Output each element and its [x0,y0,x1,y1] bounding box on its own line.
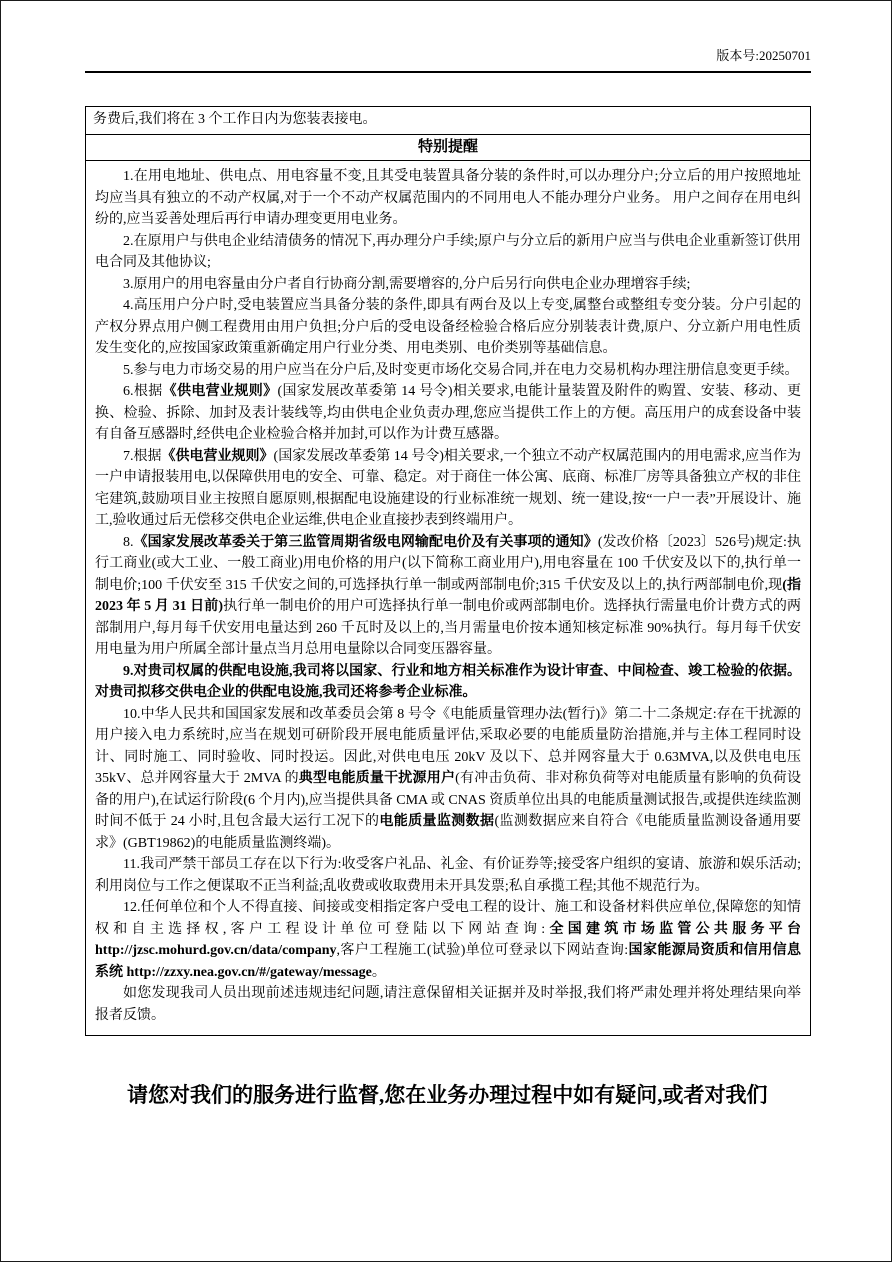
version-label: 版本号:20250701 [716,48,811,63]
notice-paragraph: 6.根据《供电营业规则》(国家发展改革委第 14 号令)相关要求,电能计量装置及附件的购置、安装、移动、更换、检验、拆除、加封及表计装线等,均由供电企业负责办理,您应当提供工作上的方便。高压用户的成套设备中装有自备互感器时,经供电企业检验合格并加封,可以作为计费互感器。 [95,384,802,442]
header-rule [85,71,811,73]
continuation-text: 务费后,我们将在 3 个工作日内为您装表接电。 [86,107,810,135]
notice-paragraph: 5.参与电力市场交易的用户应当在分户后,及时变更市场化交易合同,并在电力交易机构办理注册信息变更手续。 [123,362,799,378]
notice-paragraph: 3.原用户的用电容量由分户者自行协商分割,需要增容的,分户后另行向供电企业办理增容手续; [123,276,691,292]
notice-paragraph: 12.任何单位和个人不得直接、间接或变相指定客户受电工程的设计、施工和设备材料供应单位,保障您的知情权和自主选择权,客户工程设计单位可登陆以下网站查询:全国建筑市场监管公共服务平台 http://jzsc.mohurd.gov.cn/data/company,客户工程施工(试验)单位可登录以下网站查询:国家能源局资质和信用信息系统 http://zzxy.nea.gov.cn/#/gateway/message。 [95,900,802,980]
notice-paragraphs [86,161,810,1035]
notice-paragraph: 1.在用电地址、供电点、用电容量不变,且其受电装置具备分装的条件时,可以办理分户;分立后的用户按照地址均应当具有独立的不动产权属,对于一个不动产权属范围内的不同用电人不能办理分户业务。 用户之间存在用电纠纷的,应当妥善处理后再行申请办理变更用电业务。 [95,169,801,227]
notice-paragraph: 8.《国家发展改革委关于第三监管周期省级电网输配电价及有关事项的通知》(发改价格〔2023〕526号)规定:执行工商业(或大工业、一般工商业)用电价格的用户(以下简称工商业用户),用电容量在 100 千伏安及以下的,执行单一制电价;100 千伏安至 315 千伏安之间的,可选择执行单一制或两部制电价;315 千伏安及以上的,执行两部制电价,现(指 2023 年 5 月 31 日前)执行单一制电价的用户可选择执行单一制电价或两部制电价。选择执行需量电价计费方式的两部制用户,每月每千伏安用电量达到 260 千瓦时及以上的,当月需量电价按本通知核定标准 90%执行。每月每千伏安用电量为用户所属全部计量点当月总用电量除以合同变压器容量。 [95,534,801,657]
notice-paragraph: 10.中华人民共和国国家发展和改革委员会第 8 号令《电能质量管理办法(暂行)》第二十二条规定:存在干扰源的用户接入电力系统时,应当在规划可研阶段开展电能质量评估,采取必要的电能质量防治措施,并与主体工程同时设计、同时施工、同时验收、同时投运。因此,对供电电压 20kV 及以下、总并网容量大于 0.63MVA,以及供电电压 35kV、总并网容量大于 2MVA 的典型电能质量干扰源用户(有冲击负荷、非对称负荷等对电能质量有影响的负荷设备的用户),在试运行阶段(6 个月内),应当提供具备 CMA 或 CNAS 资质单位出具的电能质量测试报告,或提供连续监测时间不低于 24 小时,且包含最大运行工况下的电能质量监测数据(监测数据应来自符合《电能质量监测设备通用要求》(GBT19862)的电能质量监测终端)。 [95,706,802,851]
notice-paragraph: 7.根据《供电营业规则》(国家发展改革委第 14 号令)相关要求,一个独立不动产权属范围内的用电需求,应当作为一户申请报装用电,以保障供用电的安全、可靠、稳定。对于商住一体公寓、底商、标准厂房等具备独立产权的非住宅建筑,鼓励项目业主按照自愿原则,根据配电设施建设的行业标准统一规划、统一建设,按“一户一表”开展设计、施工,验收通过后无偿移交供电企业运维,供电企业直接抄表到终端用户。 [95,448,802,528]
notice-paragraph: 9.对贵司权属的供配电设施,我司将以国家、行业和地方相关标准作为设计审查、中间检查、竣工检验的依据。对贵司拟移交供电企业的供配电设施,我司还将参考企业标准。 [95,663,801,700]
notice-paragraph: 4.高压用户分户时,受电装置应当具备分装的条件,即具有两台及以上专变,属整台或整组专变分装。分户引起的产权分界点用户侧工程费用由用户负担;分户后的受电设备经检验合格后应分别装表计费,原户、分立新户用电性质发生变化的,应按国家政策重新确定用户行业分类、用电类别、电价类别等基础信息。 [95,298,801,356]
notice-title: 特别提醒 [86,135,810,161]
notice-paragraph: 2.在原用户与供电企业结清债务的情况下,再办理分户手续;原户与分立后的新用户应当与供电企业重新签订供用电合同及其他协议; [95,233,801,270]
notice-table [85,106,811,1036]
notice-paragraph: 11.我司严禁干部员工存在以下行为:收受客户礼品、礼金、有价证券等;接受客户组织的宴请、旅游和娱乐活动;利用岗位与工作之便谋取不正当利益;乱收费或收取费用未开具发票;私自承揽工程;其他不规范行为。 [95,857,801,894]
footer-text: 请您对我们的服务进行监督,您在业务办理过程中如有疑问,或者对我们 [127,1083,768,1107]
notice-paragraph: 如您发现我司人员出现前述违规违纪问题,请注意保留相关证据并及时举报,我们将严肃处理并将处理结果向举报者反馈。 [95,986,801,1023]
